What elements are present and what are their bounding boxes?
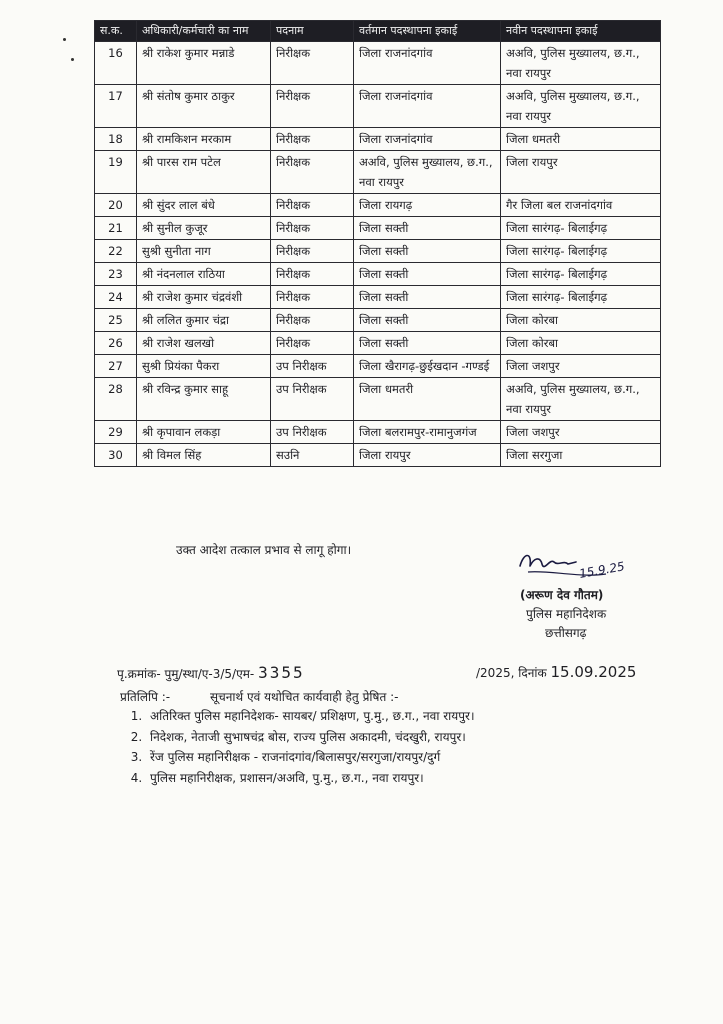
cell-name: श्री रामकिशन मरकाम	[137, 128, 271, 151]
copy-recipient-item: 3. रेंज पुलिस महानिरीक्षक - राजनांदगांव/बिलासपुर/सरगुजा/रायपुर/दुर्ग	[146, 747, 475, 768]
cell-serial: 23	[95, 263, 137, 286]
cell-new-unit: जिला सारंगढ़- बिलाईगढ़	[501, 263, 661, 286]
cell-post: निरीक्षक	[271, 309, 354, 332]
header-current-unit: वर्तमान पदस्थापना इकाई	[354, 21, 501, 42]
reference-year-part: /2025, दिनांक	[476, 666, 547, 680]
cell-post: निरीक्षक	[271, 332, 354, 355]
cell-new-unit: जिला जशपुर	[501, 355, 661, 378]
table-row	[95, 128, 661, 151]
cell-serial: 21	[95, 217, 137, 240]
table-row	[95, 263, 661, 286]
copy-header	[120, 688, 398, 705]
cell-name: श्री विमल सिंह	[137, 444, 271, 467]
reference-date	[476, 663, 636, 681]
cell-current-unit: जिला सक्ती	[354, 240, 501, 263]
table-row	[95, 332, 661, 355]
scan-speck	[63, 38, 66, 41]
copy-recipient-list	[122, 706, 475, 788]
cell-post: सउनि	[271, 444, 354, 467]
table-row	[95, 240, 661, 263]
table-row	[95, 444, 661, 467]
copy-purpose: सूचनार्थ एवं यथोचित कार्यवाही हेतु प्रेषित :-	[209, 690, 399, 704]
cell-name: श्री कृपावान लकड़ा	[137, 421, 271, 444]
cell-post: निरीक्षक	[271, 85, 354, 128]
cell-new-unit: जिला सारंगढ़- बिलाईगढ़	[501, 240, 661, 263]
cell-name: श्री रविन्द्र कुमार साहू	[137, 378, 271, 421]
table-row	[95, 309, 661, 332]
table-row	[95, 378, 661, 421]
officer-designation: पुलिस महानिदेशक	[526, 607, 607, 621]
cell-name: श्री राकेश कुमार मन्नाडे	[137, 42, 271, 85]
table-row	[95, 85, 661, 128]
reference-date-value: 15.09.2025	[550, 663, 637, 681]
cell-new-unit: अअवि, पुलिस मुख्यालय, छ.ग., नवा रायपुर	[501, 378, 661, 421]
cell-post: उप निरीक्षक	[271, 378, 354, 421]
cell-post: निरीक्षक	[271, 240, 354, 263]
cell-current-unit: जिला सक्ती	[354, 332, 501, 355]
transfer-table	[94, 20, 661, 467]
cell-new-unit: गैर जिला बल राजनांदगांव	[501, 194, 661, 217]
officer-name: (अरूण देव गौतम)	[520, 588, 604, 602]
cell-new-unit: अअवि, पुलिस मुख्यालय, छ.ग., नवा रायपुर	[501, 85, 661, 128]
cell-new-unit: जिला सरगुजा	[501, 444, 661, 467]
cell-new-unit: जिला कोरबा	[501, 332, 661, 355]
cell-new-unit: जिला जशपुर	[501, 421, 661, 444]
table-row	[95, 217, 661, 240]
header-post: पदनाम	[271, 21, 354, 42]
cell-serial: 27	[95, 355, 137, 378]
cell-current-unit: जिला सक्ती	[354, 217, 501, 240]
cell-serial: 22	[95, 240, 137, 263]
table-row	[95, 355, 661, 378]
table-row	[95, 421, 661, 444]
cell-post: निरीक्षक	[271, 217, 354, 240]
cell-new-unit: जिला कोरबा	[501, 309, 661, 332]
cell-name: सुश्री सुनीता नाग	[137, 240, 271, 263]
scan-speck	[71, 58, 74, 61]
cell-post: निरीक्षक	[271, 194, 354, 217]
cell-post: निरीक्षक	[271, 42, 354, 85]
svg-text:15.9.25: 15.9.25	[578, 559, 626, 581]
cell-current-unit: जिला राजनांदगांव	[354, 85, 501, 128]
table-header-row	[95, 21, 661, 42]
cell-name: श्री नंदनलाल राठिया	[137, 263, 271, 286]
cell-name: श्री संतोष कुमार ठाकुर	[137, 85, 271, 128]
cell-current-unit: जिला धमतरी	[354, 378, 501, 421]
cell-serial: 25	[95, 309, 137, 332]
cell-post: निरीक्षक	[271, 128, 354, 151]
cell-name: श्री सुंदर लाल बंधे	[137, 194, 271, 217]
copy-recipient-item: 2. निदेशक, नेताजी सुभाषचंद्र बोस, राज्य पुलिस अकादमी, चंदखुरी, रायपुर।	[146, 727, 475, 748]
cell-current-unit: जिला राजनांदगांव	[354, 128, 501, 151]
copy-recipient-item: 1. अतिरिक्त पुलिस महानिदेशक- सायबर/ प्रशिक्षण, पु.मु., छ.ग., नवा रायपुर।	[146, 706, 475, 727]
cell-current-unit: जिला सक्ती	[354, 286, 501, 309]
header-serial: स.क.	[95, 21, 137, 42]
cell-serial: 20	[95, 194, 137, 217]
officer-state: छत्तीसगढ़	[545, 626, 587, 640]
cell-serial: 29	[95, 421, 137, 444]
cell-serial: 18	[95, 128, 137, 151]
cell-new-unit: जिला धमतरी	[501, 128, 661, 151]
cell-post: निरीक्षक	[271, 286, 354, 309]
reference-handwritten-number: 3355	[258, 663, 305, 682]
cell-name: श्री राजेश कुमार चंद्रवंशी	[137, 286, 271, 309]
header-new-unit: नवीन पदस्थापना इकाई	[501, 21, 661, 42]
cell-current-unit: जिला राजनांदगांव	[354, 42, 501, 85]
cell-post: निरीक्षक	[271, 263, 354, 286]
cell-new-unit: जिला रायपुर	[501, 151, 661, 194]
cell-post: निरीक्षक	[271, 151, 354, 194]
cell-new-unit: जिला सारंगढ़- बिलाईगढ़	[501, 286, 661, 309]
copy-label: प्रतिलिपि :-	[120, 690, 171, 704]
cell-new-unit: जिला सारंगढ़- बिलाईगढ़	[501, 217, 661, 240]
cell-serial: 24	[95, 286, 137, 309]
cell-name: श्री पारस राम पटेल	[137, 151, 271, 194]
table-body	[95, 42, 661, 467]
cell-name: श्री राजेश खलखो	[137, 332, 271, 355]
cell-post: उप निरीक्षक	[271, 421, 354, 444]
table-row	[95, 286, 661, 309]
cell-name: सुश्री प्रियंका पैकरा	[137, 355, 271, 378]
order-statement: उक्त आदेश तत्काल प्रभाव से लागू होगा।	[176, 543, 352, 557]
cell-current-unit: जिला रायगढ़	[354, 194, 501, 217]
header-name: अधिकारी/कर्मचारी का नाम	[137, 21, 271, 42]
reference-number	[117, 663, 305, 682]
cell-name: श्री सुनील कुजूर	[137, 217, 271, 240]
table-row	[95, 42, 661, 85]
cell-serial: 30	[95, 444, 137, 467]
table-row	[95, 151, 661, 194]
cell-serial: 19	[95, 151, 137, 194]
cell-current-unit: जिला सक्ती	[354, 263, 501, 286]
cell-new-unit: अअवि, पुलिस मुख्यालय, छ.ग., नवा रायपुर	[501, 42, 661, 85]
cell-name: श्री ललित कुमार चंद्रा	[137, 309, 271, 332]
cell-current-unit: जिला सक्ती	[354, 309, 501, 332]
copy-recipient-item: 4. पुलिस महानिरीक्षक, प्रशासन/अअवि, पु.मु., छ.ग., नवा रायपुर।	[146, 768, 475, 789]
cell-post: उप निरीक्षक	[271, 355, 354, 378]
cell-current-unit: जिला खैरागढ़-छुईखदान -गण्डई	[354, 355, 501, 378]
reference-prefix: पृ.क्रमांक- पुमु/स्था/ए-3/5/एम-	[117, 667, 255, 681]
cell-current-unit: जिला बलरामपुर-रामानुजगंज	[354, 421, 501, 444]
cell-current-unit: जिला रायपुर	[354, 444, 501, 467]
cell-serial: 17	[95, 85, 137, 128]
cell-serial: 28	[95, 378, 137, 421]
cell-serial: 16	[95, 42, 137, 85]
cell-serial: 26	[95, 332, 137, 355]
table-row	[95, 194, 661, 217]
cell-current-unit: अअवि, पुलिस मुख्यालय, छ.ग., नवा रायपुर	[354, 151, 501, 194]
